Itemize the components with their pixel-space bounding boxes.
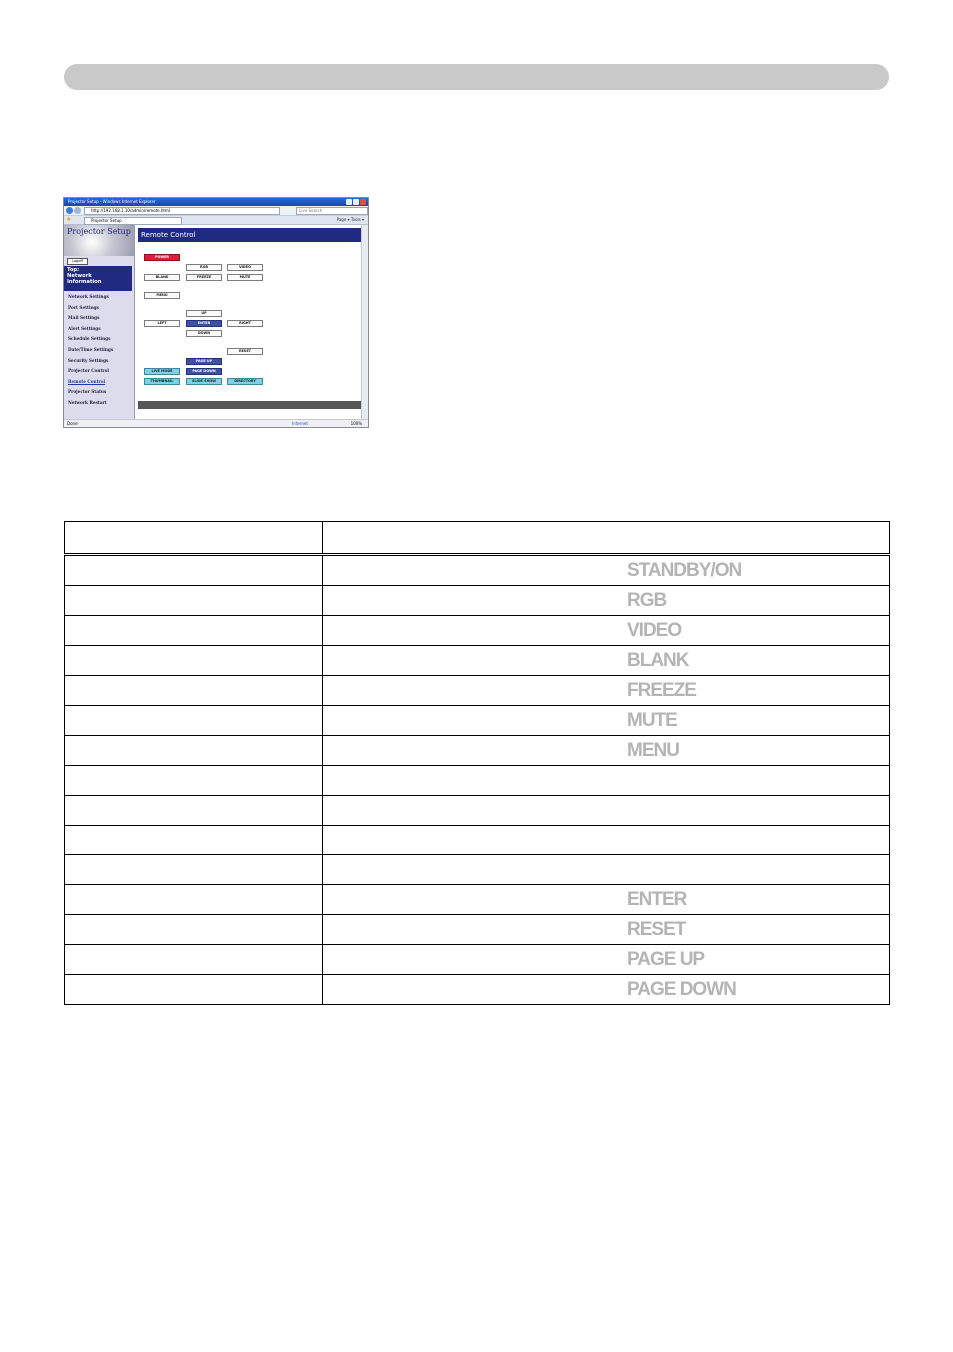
toolbar-tools[interactable]: Page ▾ Tools ▾ [336, 217, 364, 222]
table-row [65, 825, 890, 855]
tab-projector-setup[interactable]: Projector Setup [84, 217, 182, 225]
sidebar-item-schedule-settings[interactable]: Schedule Settings [68, 336, 111, 342]
window-controls [346, 199, 366, 205]
table-cell [65, 915, 323, 945]
sidebar-item-remote-control[interactable]: Remote Control [68, 378, 106, 384]
table-cell [323, 676, 890, 706]
down-button[interactable]: DOWN [186, 330, 222, 337]
table-row [65, 975, 890, 1005]
key-label: STANDBY/ON [627, 560, 742, 581]
table-cell [323, 736, 890, 766]
sidebar-item-projector-control[interactable]: Projector Control [68, 368, 109, 374]
window-title: Projector Setup - Windows Internet Explorer [68, 199, 156, 204]
zoom-level[interactable]: 100% [350, 421, 362, 426]
slide-show-button[interactable]: SLIDE SHOW [186, 378, 222, 385]
page-title: Remote Control [138, 228, 362, 242]
sidebar-item-network-settings[interactable]: Network Settings [68, 294, 109, 299]
table-cell [323, 975, 890, 1005]
address-bar [64, 206, 368, 216]
table-row [65, 616, 890, 646]
key-label: VIDEO [627, 620, 682, 641]
table-row [65, 915, 890, 945]
maximize-icon[interactable] [353, 199, 359, 205]
sidebar-item-security-settings[interactable]: Security Settings [68, 357, 109, 363]
table-cell [65, 975, 323, 1005]
sidebar-item-projector-status[interactable]: Projector Status [68, 389, 107, 395]
table-cell [65, 555, 323, 586]
sidebar-item-alert-settings[interactable]: Alert Settings [68, 325, 101, 331]
sidebar-menu [68, 292, 113, 409]
directory-button[interactable]: DIRECTORY [227, 378, 263, 385]
key-label: FREEZE [627, 680, 696, 701]
sidebar-item-mail-settings[interactable]: Mail Settings [68, 315, 100, 321]
page-footer-bar [138, 401, 362, 409]
thumbnail-button[interactable]: THUMBNAIL [144, 378, 180, 385]
sidebar-item-port-settings[interactable]: Port Settings [68, 304, 99, 310]
scrollbar[interactable] [361, 225, 368, 420]
sidebar-item-network-restart[interactable]: Network Restart [68, 399, 107, 405]
table-cell [323, 885, 890, 915]
table-cell [323, 646, 890, 676]
table-cell [65, 795, 323, 825]
section-header-bar [64, 64, 889, 90]
table-cell [65, 945, 323, 975]
sidebar [64, 225, 135, 420]
status-text: Done [67, 421, 78, 426]
table-cell [323, 795, 890, 825]
url-field[interactable]: http://192.168.1.10/admin/remote.html [84, 207, 280, 215]
table-cell [65, 676, 323, 706]
table-cell [65, 855, 323, 885]
forward-arrow-icon[interactable] [74, 207, 81, 214]
web-page [64, 225, 363, 420]
table-row [65, 706, 890, 736]
back-arrow-icon[interactable] [66, 207, 73, 214]
favorites-star-icon[interactable]: ★ [66, 216, 72, 223]
reset-button[interactable]: RESET [227, 348, 263, 355]
close-icon[interactable] [360, 199, 366, 205]
video-button[interactable]: VIDEO [227, 264, 263, 271]
mute-button[interactable]: MUTE [227, 274, 263, 281]
table-cell [323, 945, 890, 975]
table-cell [323, 616, 890, 646]
table-row [65, 646, 890, 676]
search-input[interactable]: Live Search [296, 207, 368, 215]
sidebar-heading-line-3: Information [67, 279, 102, 285]
table-row [65, 676, 890, 706]
blank-button[interactable]: BLANK [144, 274, 180, 281]
key-label: PAGE UP [627, 949, 705, 971]
table-cell [323, 766, 890, 796]
table-cell [65, 736, 323, 766]
key-label: ENTER [627, 889, 687, 911]
table-header-row [65, 522, 890, 555]
security-zone: Internet [292, 421, 308, 426]
remote-key-table [64, 521, 890, 1005]
live-mode-button[interactable]: LIVE MODE [144, 368, 180, 375]
power-button[interactable]: POWER [144, 254, 180, 261]
logo [64, 225, 134, 256]
key-label: MENU [627, 740, 679, 761]
remote-control-screenshot [63, 197, 369, 428]
browser-titlebar [64, 198, 368, 206]
table-header-cell [323, 522, 890, 555]
table-cell [65, 825, 323, 855]
table-cell [65, 885, 323, 915]
page-down-button[interactable]: PAGE DOWN [186, 368, 222, 375]
table-cell [323, 706, 890, 736]
table-header-cell [65, 522, 323, 555]
sidebar-heading-line-1: Top: [67, 267, 80, 273]
key-label: BLANK [627, 650, 689, 671]
table-cell [65, 766, 323, 796]
table-row [65, 766, 890, 796]
rgb-button[interactable]: RGB [186, 264, 222, 271]
left-button[interactable]: LEFT [144, 320, 180, 327]
table-cell [323, 915, 890, 945]
table-cell [323, 555, 890, 586]
menu-button[interactable]: MENU [144, 292, 180, 299]
sidebar-item-date-time-settings[interactable]: Date/Time Settings [68, 346, 114, 352]
status-bar [64, 419, 368, 427]
sidebar-heading-line-2: Network [67, 273, 92, 279]
key-label: RGB [627, 590, 667, 611]
table-cell [65, 646, 323, 676]
table-cell [323, 855, 890, 885]
minimize-icon[interactable] [346, 199, 352, 205]
table-row [65, 885, 890, 915]
key-label: PAGE DOWN [627, 979, 736, 1001]
table-cell [65, 586, 323, 616]
table-cell [323, 586, 890, 616]
table-row [65, 855, 890, 885]
tab-strip [64, 216, 368, 225]
table-cell [65, 616, 323, 646]
key-label: MUTE [627, 710, 677, 731]
enter-button[interactable]: ENTER [186, 320, 222, 327]
page-up-button[interactable]: PAGE UP [186, 358, 222, 365]
logo-text: Projector Setup [67, 227, 131, 236]
table-row [65, 736, 890, 766]
table-row [65, 945, 890, 975]
key-label: RESET [627, 919, 686, 941]
logoff-button[interactable]: Logoff [67, 258, 88, 265]
up-button[interactable]: UP [186, 310, 222, 317]
sidebar-heading[interactable] [64, 266, 132, 291]
table-cell [65, 706, 323, 736]
table-row [65, 795, 890, 825]
table-cell [323, 825, 890, 855]
table-row [65, 555, 890, 586]
table-row [65, 586, 890, 616]
right-button[interactable]: RIGHT [227, 320, 263, 327]
freeze-button[interactable]: FREEZE [186, 274, 222, 281]
